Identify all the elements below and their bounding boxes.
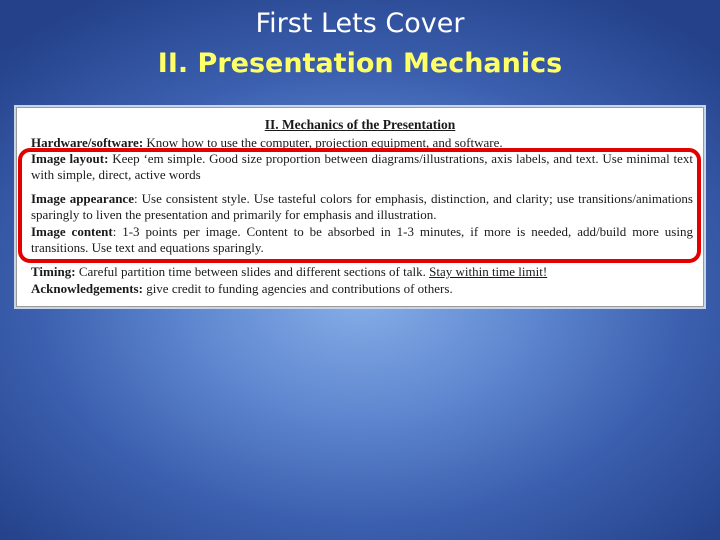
entry-timing <box>31 264 693 280</box>
entry-label: Image appearance <box>31 191 134 206</box>
entry-text: Keep ‘em simple. Good size proportion between diagrams/illustrations, axis labels, and text. Use minimal text with simple, direct, active words <box>31 151 693 183</box>
entry-text: : Use consistent style. Use tasteful colors for emphasis, distinction, and clarity; use transitions/animations sparingly to liven the presentation and primarily for emphasis and illustration. <box>31 191 693 223</box>
entry-label: Timing: <box>31 264 76 279</box>
document-heading: II. Mechanics of the Presentation <box>264 117 456 132</box>
entry-label: Image content <box>31 224 113 239</box>
entry-label: Image layout: <box>31 151 109 166</box>
slide-title: First Lets Cover <box>255 8 465 39</box>
entry-label: Acknowledgements: <box>31 281 143 296</box>
entry-text: give credit to funding agencies and contributions of others. <box>146 281 453 296</box>
slide-subtitle: II. Presentation Mechanics <box>157 48 563 79</box>
entry-label: Hardware/software: <box>31 135 144 150</box>
entry-acknowledgements <box>31 281 693 297</box>
entry-text: : 1-3 points per image. Content to be absorbed in 1-3 minutes, if more is needed, add/build more using transitions. Use text and equations sparingly. <box>31 224 693 256</box>
entry-text: Careful partition time between slides and different sections of talk. <box>78 264 426 279</box>
entry-text: Know how to use the computer, projection equipment, and software. <box>146 135 503 150</box>
time-limit-warning: Stay within time limit! <box>429 264 548 279</box>
highlight-ring <box>18 148 701 263</box>
